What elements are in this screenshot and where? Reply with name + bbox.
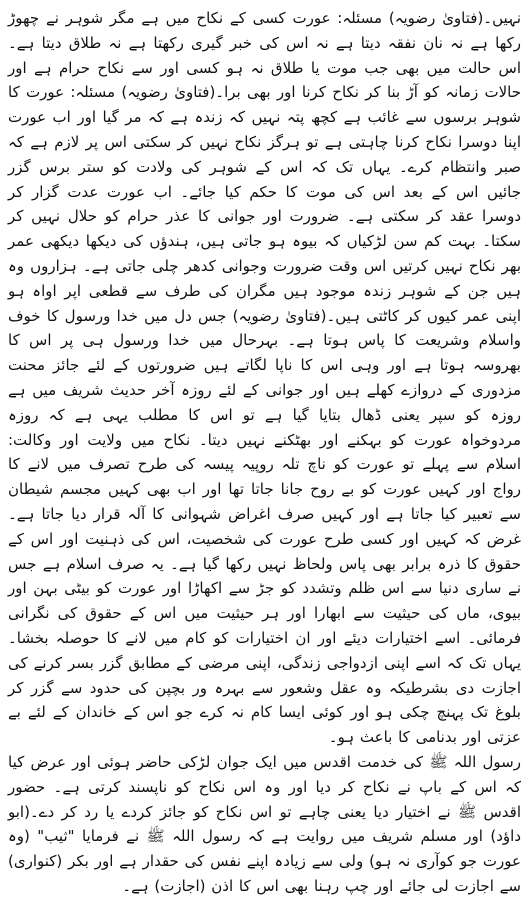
- paragraph-hadith: رسول اللہ ﷺ کی خدمت اقدس میں ایک جوان لڑکی حاضر ہوئی اور عرض کیا کہ اس کے باپ نے نکاح کر دیا اور وہ اس نکاح کو ناپسند کرتی ہے۔ حضور اقدس ﷺ نے اختیار دیا یعنی چاہے تو اس نکاح کو جائز کردے یا رد کر دے۔(ابو داؤد) اور مسلم شریف میں روایت ہے کہ رسول اللہ ﷺ نے فرمایا "ثیب" (وہ عورت جو کوآری نہ ہو) ولی سے زیادہ اپنے نفس کی حقدار ہے اور بکر (کنواری) سے اجازت لی جائے اور چپ رہنا بھی اس کا اذن (اجازت) ہے۔: [8, 752, 521, 895]
- paragraph-main: نہیں۔(فتاویٰ رضویہ) مسئلہ: عورت کسی کے نکاح میں ہے مگر شوہر نے چھوڑ رکھا ہے نہ نان نفقہ دیتا ہے نہ اس کی خبر گیری رکھتا ہے نہ طلاق دیتا ہے۔ اس حالت میں بھی جب موت یا طلاق نہ ہو کسی اور سے نکاح حرام ہے اور حالات زمانہ کو آڑ بنا کر نکاح کرنا اور بھی برا۔(فتاویٰ رضویہ) مسئلہ: عورت کا شوہر برسوں سے غائب ہے کچھ پتہ نہیں کہ زندہ ہے کہ مر گیا اور اب عورت اپنا دوسرا نکاح کرنا چاہتی ہے تو ہرگز نکاح نہیں کر سکتی اس پر لازم ہے کہ صبر وانتظام کرے۔ یہاں تک کہ اس کے شوہر کی ولادت کو ستر برس گزر جائیں اس کے بعد اس کی موت کا حکم کیا جائے۔ اب عورت عدت گزار کر دوسرا عقد کر سکتی ہے۔ ضرورت اور جوانی کا عذر حرام کو حلال نہیں کر سکتا۔ بہت کم سن لڑکیاں کہ بیوہ ہو جاتی ہیں، ہندؤں کی دیکھا دیکھی عمر بھر نکاح نہیں کرتیں اس وقت ضرورت وجوانی کدھر چلی جاتی ہے۔ ہزاروں وہ ہیں جن کے شوہر زندہ موجود ہیں مگران کی طرف سے قطعی اپر اواہ ہو اپنی عمر کیوں کر کاٹتی ہیں۔(فتاویٰ رضویہ) جس دل میں خدا ورسول کا خوف واسلام وشریعت کا پاس ہوتا ہے۔ بہرحال میں خدا ورسول ہی پر اس کا بھروسہ ہوتا ہے اور وہی اس کا ناپا لگاتے ہیں ضرورتوں کے لئے جائز محنت مزدوری کے دروازے کھلے ہیں اور جوانی کے لئے روزہ آخر حدیث شریف میں ہے روزہ کو سپر یعنی ڈھال بتایا گیا ہے تو اس کا مطلب یہی ہے کہ روزہ مردوخواہ عورت کو بہکنے اور بھٹکنے نہیں دیتا۔ نکاح میں ولایت اور وکالت: اسلام سے پہلے تو عورت کو ناچ تلہ روپیہ پیسہ کی طرح تصرف میں لانے کا رواج اور کہیں عورت کو بے روح جانا جاتا تھا اور اب بھی کہیں مجسم شیطان سے تعبیر کیا جاتا ہے اور کہیں صرف اغراض شہوانی کا آلہ قرار دیا جاتا ہے۔ غرض کہ کہیں اور کسی طرح عورت کی شخصیت، اس کی ذہنیت اور اس کے حقوق کا ذرہ برابر بھی پاس ولحاظ نہیں رکھا گیا ہے۔ یہ صرف اسلام ہے جس نے ساری دنیا سے اس ظلم وتشدد کو جڑ سے اکھاڑا اور عورت کو بیٹی بہن اور بیوی، ماں کی حیثیت سے ابھارا اور ہر حیثیت میں اس کے حقوق کی نگرانی فرمائی۔ اسے اختیارات دیئے اور ان اختیارات کو کام میں لانے کا حوصلہ بخشا۔ یہاں تک کہ اسے اپنی ازدواجی زندگی، اپنی مرضی کے مطابق گزر بسر کرنے کی اجازت دی بشرطیکہ وہ عقل وشعور سے بہرہ ور بچپن کی حدود سے گزر کر بلوغ تک پہنچ چکی ہو اور کوئی ایسا کام نہ کرے جو اس کے خاندان کے لئے بے عزتی اور بدنامی کا باعث ہو۔: [8, 9, 521, 747]
- document-body: [8, 6, 521, 899]
